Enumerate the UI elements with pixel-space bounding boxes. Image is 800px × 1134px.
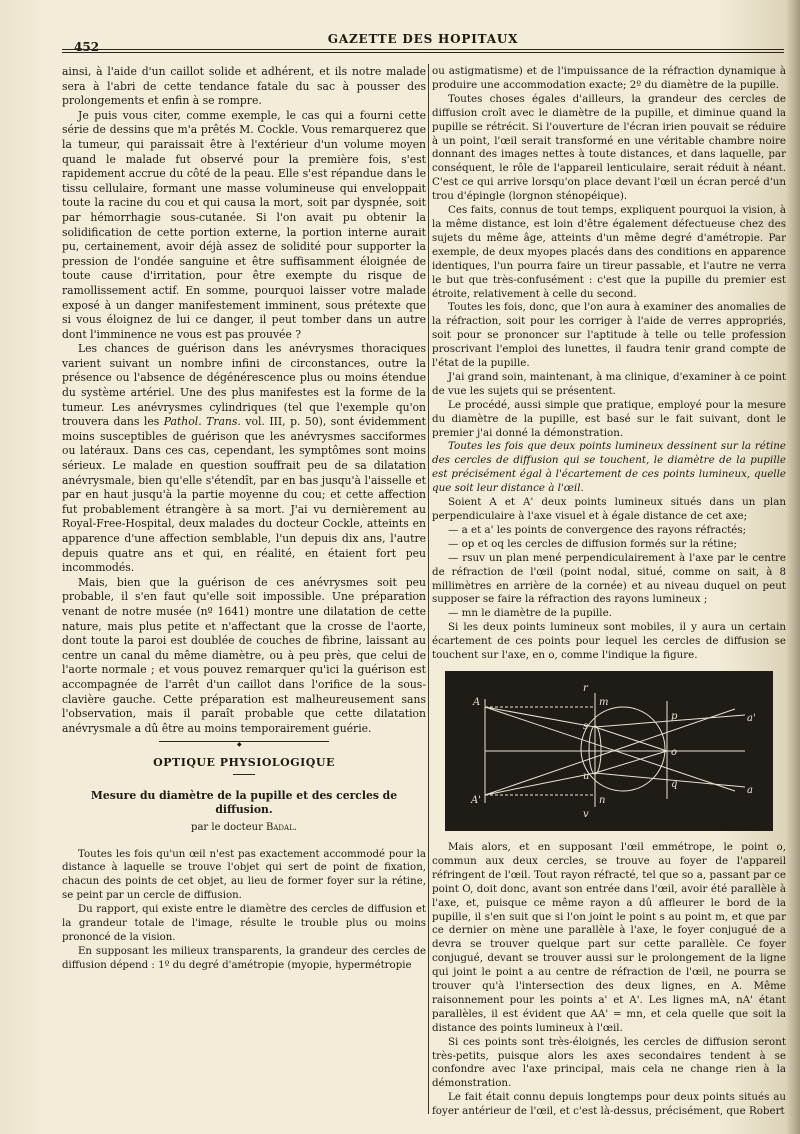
paragraph: Toutes les fois, donc, que l'on aura à examiner des anomalies de la réfraction, soit pour les corriger à l'aide de verres appropriés, soit pour se prononcer sur l'aptitude à telle ou telle profession proscrivant l'emploi des lunettes, il faudra tenir grand compte de l'état de la pupille. <box>432 301 786 370</box>
journal-title: GAZETTE DES HOPITAUX <box>327 32 519 46</box>
page-header <box>62 30 784 60</box>
theorem-text: Toutes les fois que deux points lumineux dessinent sur la rétine des cercles de diffusion qui se touchent, le diamètre de la pupille est précisément égal à l'écartement de ces points lumineux, quelle que soit leur distance à l'œil. <box>432 440 786 495</box>
definition-item: — op et oq les cercles de diffusion formés sur la rétine; <box>448 537 737 550</box>
figure-label-u: u <box>583 770 590 782</box>
figure-label-p: p <box>671 710 678 722</box>
text-run: vol. III, p. 50), sont évidemment moins susceptibles de guérison que les anévrysmes sacciformes ou latéraux. Dans ces cas, cependant, les symptômes sont moins sérieux. Le malade en question souffrait peu de sa dilatation anévrysmale, bien qu'elle s'étendît, par en bas jusqu'à l'aisselle et par en haut jusqu'à la partie moyenne du cou; et cette affection fut probablement étrangère à sa mort. J'ai vu dernièrement au Royal-Free-Hospital, deux malades du docteur Cockle, atteints en apparence d'une affection semblable, l'un depuis dix ans, l'autre depuis quatre ans et qui, en réalité, en étaient fort peu incommodés. <box>62 415 426 575</box>
italic-theorem <box>432 440 786 496</box>
paragraph: Si ces points sont très-éloignés, les cercles de diffusion seront très-petits, puisque alors les axes secondaires tendent à se confondre avec l'axe principal, mais cela ne change rien à la démonstration. <box>432 1035 786 1090</box>
paragraph <box>62 342 426 576</box>
left-column <box>62 65 426 973</box>
figure-label-m: m <box>599 696 609 708</box>
article-body <box>62 848 426 973</box>
header-rule <box>62 49 784 50</box>
figure-label-q: q <box>671 778 678 790</box>
article-title: Mesure du diamètre de la pupille et des cercles de diffusion. <box>90 788 398 816</box>
paragraph: Le fait était connu depuis longtemps pour deux points situés au foyer antérieur de l'œil, et c'est là-dessus, précisément, que Robert <box>432 1091 786 1118</box>
figure-label-a: a <box>747 784 753 796</box>
journal-citation: Pathol. Trans. <box>163 415 241 429</box>
paragraph: Si les deux points lumineux sont mobiles, il y aura un certain écartement de ces points pour lequel les cercles de diffusion se touchent sur l'axe, en o, comme l'indique la figure. <box>432 621 786 662</box>
optics-figure <box>445 671 773 831</box>
page-number: 452 <box>74 40 100 54</box>
figure-label-s: s <box>583 720 589 732</box>
author-name: Badal. <box>266 821 297 833</box>
definition-item: — mn le diamètre de la pupille. <box>448 607 612 620</box>
paragraph: Toutes les fois qu'un œil n'est pas exactement accommodé pour la distance à laquelle se trouve l'objet qui sert de point de fixation, chacun des points de cet objet, au lieu de former foyer sur la rétine, se peint par un cercle de diffusion. <box>62 848 426 902</box>
ray-line <box>595 773 745 787</box>
paragraph: Je puis vous citer, comme exemple, le cas qui a fourni cette série de dessins que m'a prêtés M. Cockle. Vous remarquerez que la tumeur, qui paraissait être à l'extérieur d'un volume moyen quand le malade fut observé pour la première fois, s'est rapidement accrue du côté de la peau. Elle s'est répandue dans le tissu cellulaire, formant une masse volumineuse qui enveloppait toute la racine du cou et qui causa la mort, soit par dyspnée, soit par hémorrhagie sous-cutanée. Si l'on avait pu obtenir la solidification de cette portion externe, la portion interne aurait pu, certainement, avoir déjà assez de solidité pour supporter la pression de l'ondée sanguine et être suffisamment éloignée de toute cause d'irritation, pour être exempte du risque de ramollissement actif. En somme, pourquoi laisser votre malade exposé à un danger manifestement imminent, sous prétexte que si vous éloignez de lui ce danger, il peut tomber dans un autre dont l'imminence ne vous est pas prouvée ? <box>62 108 426 341</box>
figure-label-o: o <box>671 746 678 758</box>
paragraph: Du rapport, qui existe entre le diamètre des cercles de diffusion et la grandeur totale de l'image, résulte le trouble plus ou moins prononcé de la vision. <box>62 904 426 943</box>
section-title: OPTIQUE PHYSIOLOGIQUE <box>153 756 335 770</box>
figure-label-r: r <box>583 682 588 694</box>
paragraph: En supposant les milieux transparents, la grandeur des cercles de diffusion dépend : 1º du degré d'amétropie (myopie, hypermétropie <box>62 945 426 971</box>
right-column <box>432 65 786 1119</box>
figure-label-A-prime: A' <box>471 794 481 806</box>
section-rule <box>233 774 255 775</box>
text-run: Les chances de guérison dans les anévrysmes thoraciques varient suivant un nombre infini de circonstances, outre la présence ou l'absence de dégénérescence plus ou moins étendue du système artériel. Une des plus manifestes est la forme de la tumeur. Les anévrysmes cylindriques (tel que l'exemple qu'on trouvera dans les <box>62 342 426 429</box>
paragraph: J'ai grand soin, maintenant, à ma clinique, d'examiner à ce point de vue les sujets qui se présentent. <box>432 370 786 397</box>
ray-line <box>595 715 745 727</box>
figure-label-v: v <box>583 808 589 820</box>
definition-item: — rsuv un plan mené perpendiculairement à l'axe par le centre de réfraction de l'œil (point nodal, situé, comme on sait, à 8 millimètres en arrière de la cornée) et au niveau duquel on peut supposer se faire la réfraction des rayons lumineux ; <box>432 551 786 606</box>
ray-line <box>485 707 595 727</box>
paragraph: Toutes choses égales d'ailleurs, la grandeur des cercles de diffusion croît avec le diamètre de la pupille, et diminue quand la pupille se rétrécit. Si l'ouverture de l'écran irien pouvait se réduire à un point, l'œil serait transformé en une véritable chambre noire donnant des images nettes à toute distances, et dans laquelle, par conséquent, le rôle de l'appareil lenticulaire, serait réduit à néant. C'est ce qui arrive lorsqu'on place devant l'œil un écran percé d'un trou d'épingle (lorgnon sténopéique). <box>432 92 786 203</box>
page-edge-shadow <box>786 0 800 1134</box>
column-divider <box>428 64 429 1114</box>
paragraph: Le procédé, aussi simple que pratique, employé pour la mesure du diamètre de la pupille, est basé sur le fait suivant, dont le premier j'ai donné la démonstration. <box>432 398 786 439</box>
optics-diagram <box>445 671 773 831</box>
paragraph: Soient A et A' deux points lumineux situés dans un plan perpendiculaire à l'axe visuel et à égale distance de cet axe; <box>432 496 786 522</box>
paragraph: ou astigmatisme) et de l'impuissance de la réfraction dynamique à produire une accommodation exacte; 2º du diamètre de la pupille. <box>432 65 786 91</box>
byline <box>62 821 426 836</box>
figure-label-a-prime: a' <box>747 712 756 724</box>
figure-label-n: n <box>599 794 606 806</box>
header-rule <box>62 52 784 53</box>
byline-prefix: par le docteur <box>191 821 263 833</box>
definition-item: — a et a' les points de convergence des rayons réfractés; <box>448 523 747 536</box>
paragraph: Mais, bien que la guérison de ces anévrysmes soit peu probable, il s'en faut qu'elle soit impossible. Une préparation venant de notre musée (nº 1641) montre une dilatation de cette nature, mais plus petite et n'affectant que la crosse de l'aorte, dont toute la paroi est doublée de couches de fibrine, laissant au centre un canal du même diamètre, ou à peu près, que celui de l'aorte normale ; et vous pouvez remarquer qu'ici la guérison est accompagnée de l'arrêt d'un caillot dans l'orifice de la sous-clavière gauche. Cette préparation est malheureusement sans l'observation, mais il paraît probable que cette dilatation anévrysmale a dû être au moins temporairement guérie. <box>62 575 426 735</box>
section-separator: ◆ <box>159 741 329 744</box>
paragraph: ainsi, à l'aide d'un caillot solide et adhérent, et ils notre malade sera à l'abri de cette tendance fatale du sac à pousser des prolongements et enfin à se rompre. <box>62 65 426 108</box>
ray-line <box>485 707 735 791</box>
paragraph: Mais alors, et en supposant l'œil emmétrope, le point o, commun aux deux cercles, se trouve au foyer de l'appareil réfringent de l'œil. Tout rayon réfracté, tel que so a, passant par ce point O, doit donc, avant son entrée dans l'œil, avoir été parallèle à l'axe, et, puisque ce même rayon a dû affleurer le bord de la pupille, il s'en suit que si l'on joint le point s au point m, et que par ce dernier on mène une parallèle à l'axe, le foyer conjugué de a devra se trouver quelque part sur cette parallèle. Ce foyer conjugué, devant se trouver aussi sur le prolongement de la ligne qui joint le point a au centre de réfraction de l'œil, ne pourra se trouver qu'à l'intersection des deux lignes, en A. Même raisonnement pour les points a' et A'. Les lignes mA, nA' étant parallèles, il est évident que AA' = mn, et cela quelle que soit la distance des points lumineux à l'œil. <box>432 840 786 1034</box>
paragraph: Ces faits, connus de tout temps, expliquent pourquoi la vision, à la même distance, est loin d'être également défectueuse chez des sujets du même âge, atteints d'un même degré d'amétropie. Par exemple, de deux myopes placés dans des conditions en apparence identiques, l'un pourra faire un tireur passable, et l'autre ne verra le but que très-confusément : c'est que la pupille du premier est étroite, relativement à celle du second. <box>432 204 786 300</box>
ray-line <box>595 751 667 773</box>
figure-label-A: A <box>473 696 481 708</box>
